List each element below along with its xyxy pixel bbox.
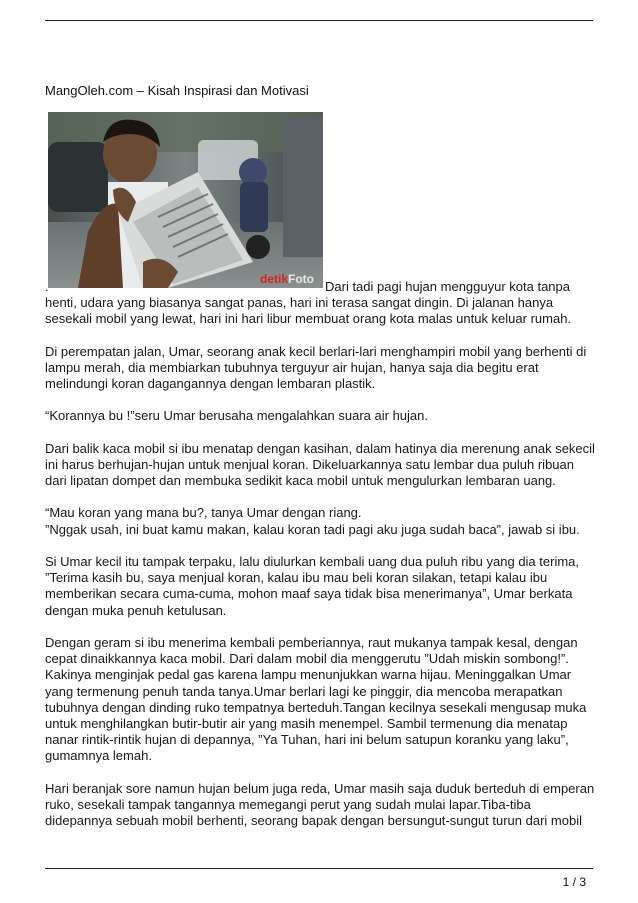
site-title: MangOleh.com – Kisah Inspirasi dan Motivasi: [45, 83, 309, 98]
paragraph-line: yang termenung penuh tanda tanya.Umar berlari lagi ke pinggir, dia mencoba merapatkan: [45, 683, 563, 699]
paragraph-line: Dari balik kaca mobil si ibu menatap dengan kasihan, dalam hatinya dia merenung anak sekecil: [45, 440, 595, 456]
paragraph-line: dari lipatan dompet dan membuka sedikit kaca mobil untuk mengulurkan lembaran uang.: [45, 473, 556, 489]
article-paragraph: [45, 781, 595, 830]
paragraph-line: ”Terima kasih bu, saya menjual koran, kalau ibu mau beli koran silakan, tetapi kalau ibu: [45, 570, 548, 586]
article-paragraph: [45, 408, 595, 424]
paragraph-line: Dengan geram si ibu menerima kembali pemberiannya, raut mukanya tampak kesal, dengan: [45, 634, 578, 650]
paragraph-line: untuk menghilangkan butir-butir air yang masih menempel. Sambil termenung dia menatap: [45, 715, 568, 731]
paragraph-line: Hari beranjak sore namun hujan belum juga reda, Umar masih saja duduk berteduh di emperan: [45, 780, 595, 796]
paragraph-gap: [45, 538, 595, 554]
paragraph-line: Di perempatan jalan, Umar, seorang anak kecil berlari-lari menghampiri mobil yang berhenti di: [45, 343, 587, 359]
paragraph-line: sesekali mobil yang lewat, hari ini hari libur membuat orang kota malas untuk keluar rumah.: [45, 311, 572, 327]
paragraph-line: “Korannya bu !”seru Umar berusaha mengalahkan suara air hujan.: [45, 408, 428, 424]
photo-watermark: detikFoto: [260, 272, 315, 286]
paragraph-line: “Mau koran yang mana bu?, tanya Umar dengan riang.: [45, 505, 362, 521]
paragraph-line: ruko, sesekali tampak tangannya memegangi perut yang sudah mulai lapar.Tiba-tiba: [45, 796, 531, 812]
paragraph-gap: [45, 425, 595, 441]
paragraph-line: gumamnya lemah.: [45, 748, 152, 764]
article-first-line: Dari tadi pagi hujan mengguyur kota tanpa: [325, 279, 570, 294]
paragraph-line: Si Umar kecil itu tampak terpaku, lalu diulurkan kembali uang dua puluh ribu yang dia terima,: [45, 554, 580, 569]
paragraph-line: dengan muka penuh ketulusan.: [45, 602, 227, 618]
leading-dot: .: [45, 279, 49, 294]
bottom-rule: [45, 868, 593, 869]
paragraph-line: lampu merah, dia membiarkan tubuhnya terguyur air hujan, hanya saja dia begitu erat: [45, 359, 539, 375]
article-paragraph: [45, 441, 595, 490]
paragraph-gap: [45, 327, 595, 343]
paragraph-line: melindungi koran dagangannya dengan lembaran plastik.: [45, 375, 376, 391]
article-body: [45, 295, 595, 829]
paragraph-line: ini harus berhujan-hujan untuk menjual koran. Dikeluarkannya satu lembar dua puluh ribuan: [45, 456, 574, 472]
page-number: 1 / 3: [562, 875, 586, 889]
paragraph-gap: [45, 619, 595, 635]
article-paragraph: [45, 505, 595, 537]
paragraph-line: cepat dinaikkannya kaca mobil. Dari dalam mobil dia menggerutu ”Udah miskin sombong!”.: [45, 651, 569, 667]
paragraph-line: didepannya sebuah mobil berhenti, seorang bapak dengan bersungut-sungut turun dari mobil: [45, 813, 582, 828]
paragraph-line: Kakinya menginjak pedal gas karena lampu menunjukkan warna hijau. Meninggalkan Umar: [45, 667, 572, 683]
boy-with-newspapers-image: [48, 112, 323, 288]
article-paragraph: [45, 295, 595, 327]
paragraph-line: nanar rintik-rintik hujan di depannya, ”Ya Tuhan, hari ini belum satupun koranku yang laku”,: [45, 732, 569, 748]
paragraph-line: henti, udara yang biasanya sangat panas, hari ini terasa sangat dingin. Di jalanan hanya: [45, 295, 554, 310]
article-paragraph: [45, 635, 595, 765]
paragraph-line: ”Nggak usah, ini buat kamu makan, kalau koran tadi pagi aku juga sudah baca”, jawab si ibu.: [45, 521, 580, 537]
paragraph-gap: [45, 764, 595, 780]
paragraph-line: memberikan secara cuma-cuma, mohon maaf saya tidak bisa menerimanya”, Umar berkata: [45, 586, 573, 602]
paragraph-line: tubuhnya dengan dinding ruko tempatnya berteduh.Tangan kecilnya sesekali mengusap muka: [45, 699, 587, 715]
article-photo: [48, 112, 323, 288]
paragraph-gap: [45, 489, 595, 505]
article-paragraph: [45, 554, 595, 619]
article-paragraph: [45, 344, 595, 393]
top-rule: [45, 20, 593, 21]
paragraph-gap: [45, 392, 595, 408]
